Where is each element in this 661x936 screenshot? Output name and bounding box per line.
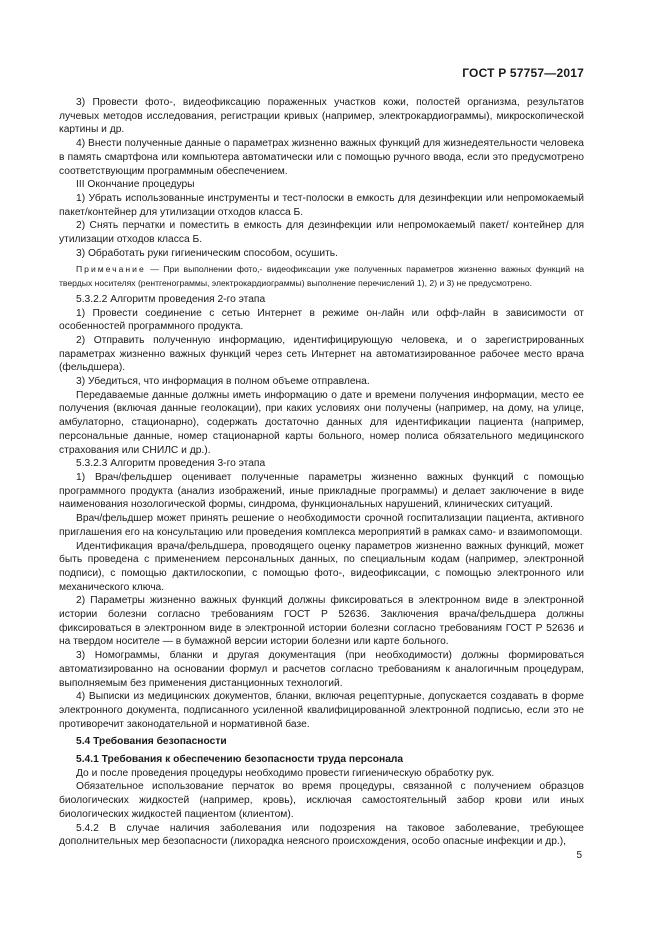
paragraph: 4) Выписки из медицинских документов, бланки, включая рецептурные, допускается создавать в форме электронного документа, подписанного усиленной квалифицированной электронной подписью, если это не противоречит законодательной и нормативной базе.	[59, 691, 584, 730]
subsection-heading: 5.3.2.3 Алгоритм проведения 3-го этапа	[76, 458, 266, 470]
paragraph: 3) Номограммы, бланки и другая документация (при необходимости) должны формироваться автоматизированно на основании формул и расчетов согласно требованиям к аналогичным процедурам, выполняемым без применения дистанционных технологий.	[59, 650, 584, 689]
note	[59, 263, 584, 289]
paragraph: 2) Отправить полученную информацию, идентифицирующую человека, и о зарегистрированных параметрах жизненно важных функций через сеть Интернет на автоматизированное рабочее место врача (фельдшера).	[59, 334, 584, 374]
paragraph: 3) Обработать руки гигиеническим способом, осушить.	[76, 247, 338, 259]
note-label: Примечание	[76, 264, 146, 275]
paragraph: Обязательное использование перчаток во время процедуры, связанной с получением образцов биологических жидкостей (например, кровь), исключая самостоятельный забор крови или иных биологических жидкостей пациентом (клиентом).	[59, 781, 584, 820]
paragraph: 1) Врач/фельдшер оценивает полученные параметры жизненно важных функций с помощью программного продукта (анализ изображений, иные прикладные программы) и делает заключение в виде наименования нозологической формы, синдрома, функциональных нарушений, клинических ситуаций.	[59, 471, 584, 511]
paragraph: Передаваемые данные должны иметь информацию о дате и времени получения информации, место ее получения (включая данные геолокации), при каких условиях они получены (например, на дому, на улице, амбулаторно, стационарно), содержать достаточно данных для идентификации пациента (например, персональные данные, номер стационарной карты больного, номер полиса обязательного медицинского страхования или СНИЛС и др.).	[59, 389, 584, 456]
subsection-heading-bold: 5.4.1 Требования к обеспечению безопасности труда персонала	[76, 754, 404, 766]
document-header: ГОСТ Р 57757—2017	[462, 66, 584, 80]
paragraph: 4) Внести полученные данные о параметрах жизненно важных функций для жизнедеятельности человека в память смартфона или компьютера автоматически или с помощью ручного ввода, если это предусмотрено соответствующим программным обеспечением.	[59, 138, 584, 177]
paragraph: 3) Убедиться, что информация в полном объеме отправлена.	[76, 376, 370, 388]
paragraph: Идентификация врача/фельдшера, проводящего оценку параметров жизненно важных функций, может быть проведена с применением персональных данных, по специальным кодам (например, электронной подписи), с помощью дактилоскопии, с помощью фото-, видеофиксации, с помощью электронного или механического ключа.	[59, 540, 584, 593]
paragraph: 3) Провести фото-, видеофиксацию пораженных участков кожи, полостей организма, результатов лучевых методов исследования, регистрации кривых (например, электрокардиограммы), микроскопической картины и др.	[59, 97, 584, 136]
document-body	[59, 96, 584, 849]
section-heading: III Окончание процедуры	[76, 179, 195, 191]
note-text: — При выполнении фото,- видеофиксации уже полученных параметров жизненно важных функций на твердых носителях (рентгенограммы, электрокардиограммы) выполнение перечислений 1), 2) и 3) не предусмотрено.	[59, 264, 584, 288]
paragraph: 1) Убрать использованные инструменты и тест-полоски в емкость для дезинфекции или непромокаемый пакет/контейнер для утилизации отходов класса Б.	[59, 192, 584, 218]
paragraph: Врач/фельдшер может принять решение о необходимости срочной госпитализации пациента, активного приглашения его на консультацию или проведения комплекса мероприятий в рамках само- и взаимопомощи.	[59, 513, 584, 538]
page-number: 5	[576, 850, 582, 861]
subsection-heading: 5.3.2.2 Алгоритм проведения 2-го этапа	[76, 293, 266, 305]
paragraph: 5.4.2 В случае наличия заболевания или подозрения на таковое заболевание, требующее дополнительных мер безопасности (лихорадка неясного происхождения, особо опасные инфекции и др.),	[59, 822, 584, 848]
paragraph: До и после проведения процедуры необходимо провести гигиеническую обработку рук.	[76, 767, 495, 779]
paragraph: 1) Провести соединение с сетью Интернет в режиме он-лайн или офф-лайн в зависимости от особенностей программного продукта.	[59, 307, 584, 333]
section-heading-bold: 5.4 Требования безопасности	[76, 736, 227, 748]
paragraph: 2) Снять перчатки и поместить в емкость для дезинфекции или непромокаемый пакет/ контейнер для утилизации отходов класса Б.	[59, 220, 584, 246]
paragraph: 2) Параметры жизненно важных функций должны фиксироваться в электронном виде в электронной истории болезни согласно требованиям ГОСТ Р 52636. Заключения врача/фельдшера должны фиксироваться в электронном виде в электронной истории болезни согласно требованиям ГОСТ Р 52636 и на твердом носителе — в бумажной версии истории болезни или карте больного.	[59, 595, 584, 648]
